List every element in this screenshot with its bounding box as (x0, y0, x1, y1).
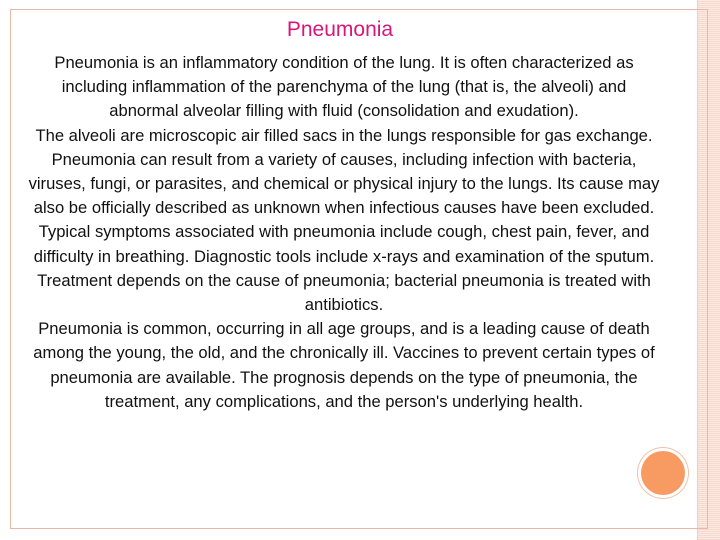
paragraph-causes: The alveoli are microscopic air filled sacs in the lungs responsible for gas exchange. Pneumonia can result from a variety of causes, including infection with bacteria, viruses, fungi, or parasites, and chemical or physical injury to the lungs. Its cause may also be officially described as unknown when infectious causes have been excluded. (28, 125, 660, 218)
paragraph-definition: Pneumonia is an inflammatory condition of the lung. It is often characterized as including inflammation of the parenchyma of the lung (that is, the alveoli) and abnormal alveolar filling with fluid (consolidation and exudation). (54, 53, 634, 121)
decorative-circle (641, 451, 685, 495)
slide-body (26, 51, 662, 414)
paragraph-symptoms: Typical symptoms associated with pneumonia include cough, chest pain, fever, and difficulty in breathing. Diagnostic tools include x-rays and examination of the sputum. Treatment depends on the cause of pneumonia; bacterial pneumonia is treated with antibiotics. (33, 222, 655, 315)
paragraph-prevalence: Pneumonia is common, occurring in all age groups, and is a leading cause of death among the young, the old, and the chronically ill. Vaccines to prevent certain types of pneumonia are available. The prognosis depends on the type of pneumonia, the treatment, any complications, and the person's underlying health. (33, 319, 655, 411)
slide-title: Pneumonia (286, 18, 394, 41)
